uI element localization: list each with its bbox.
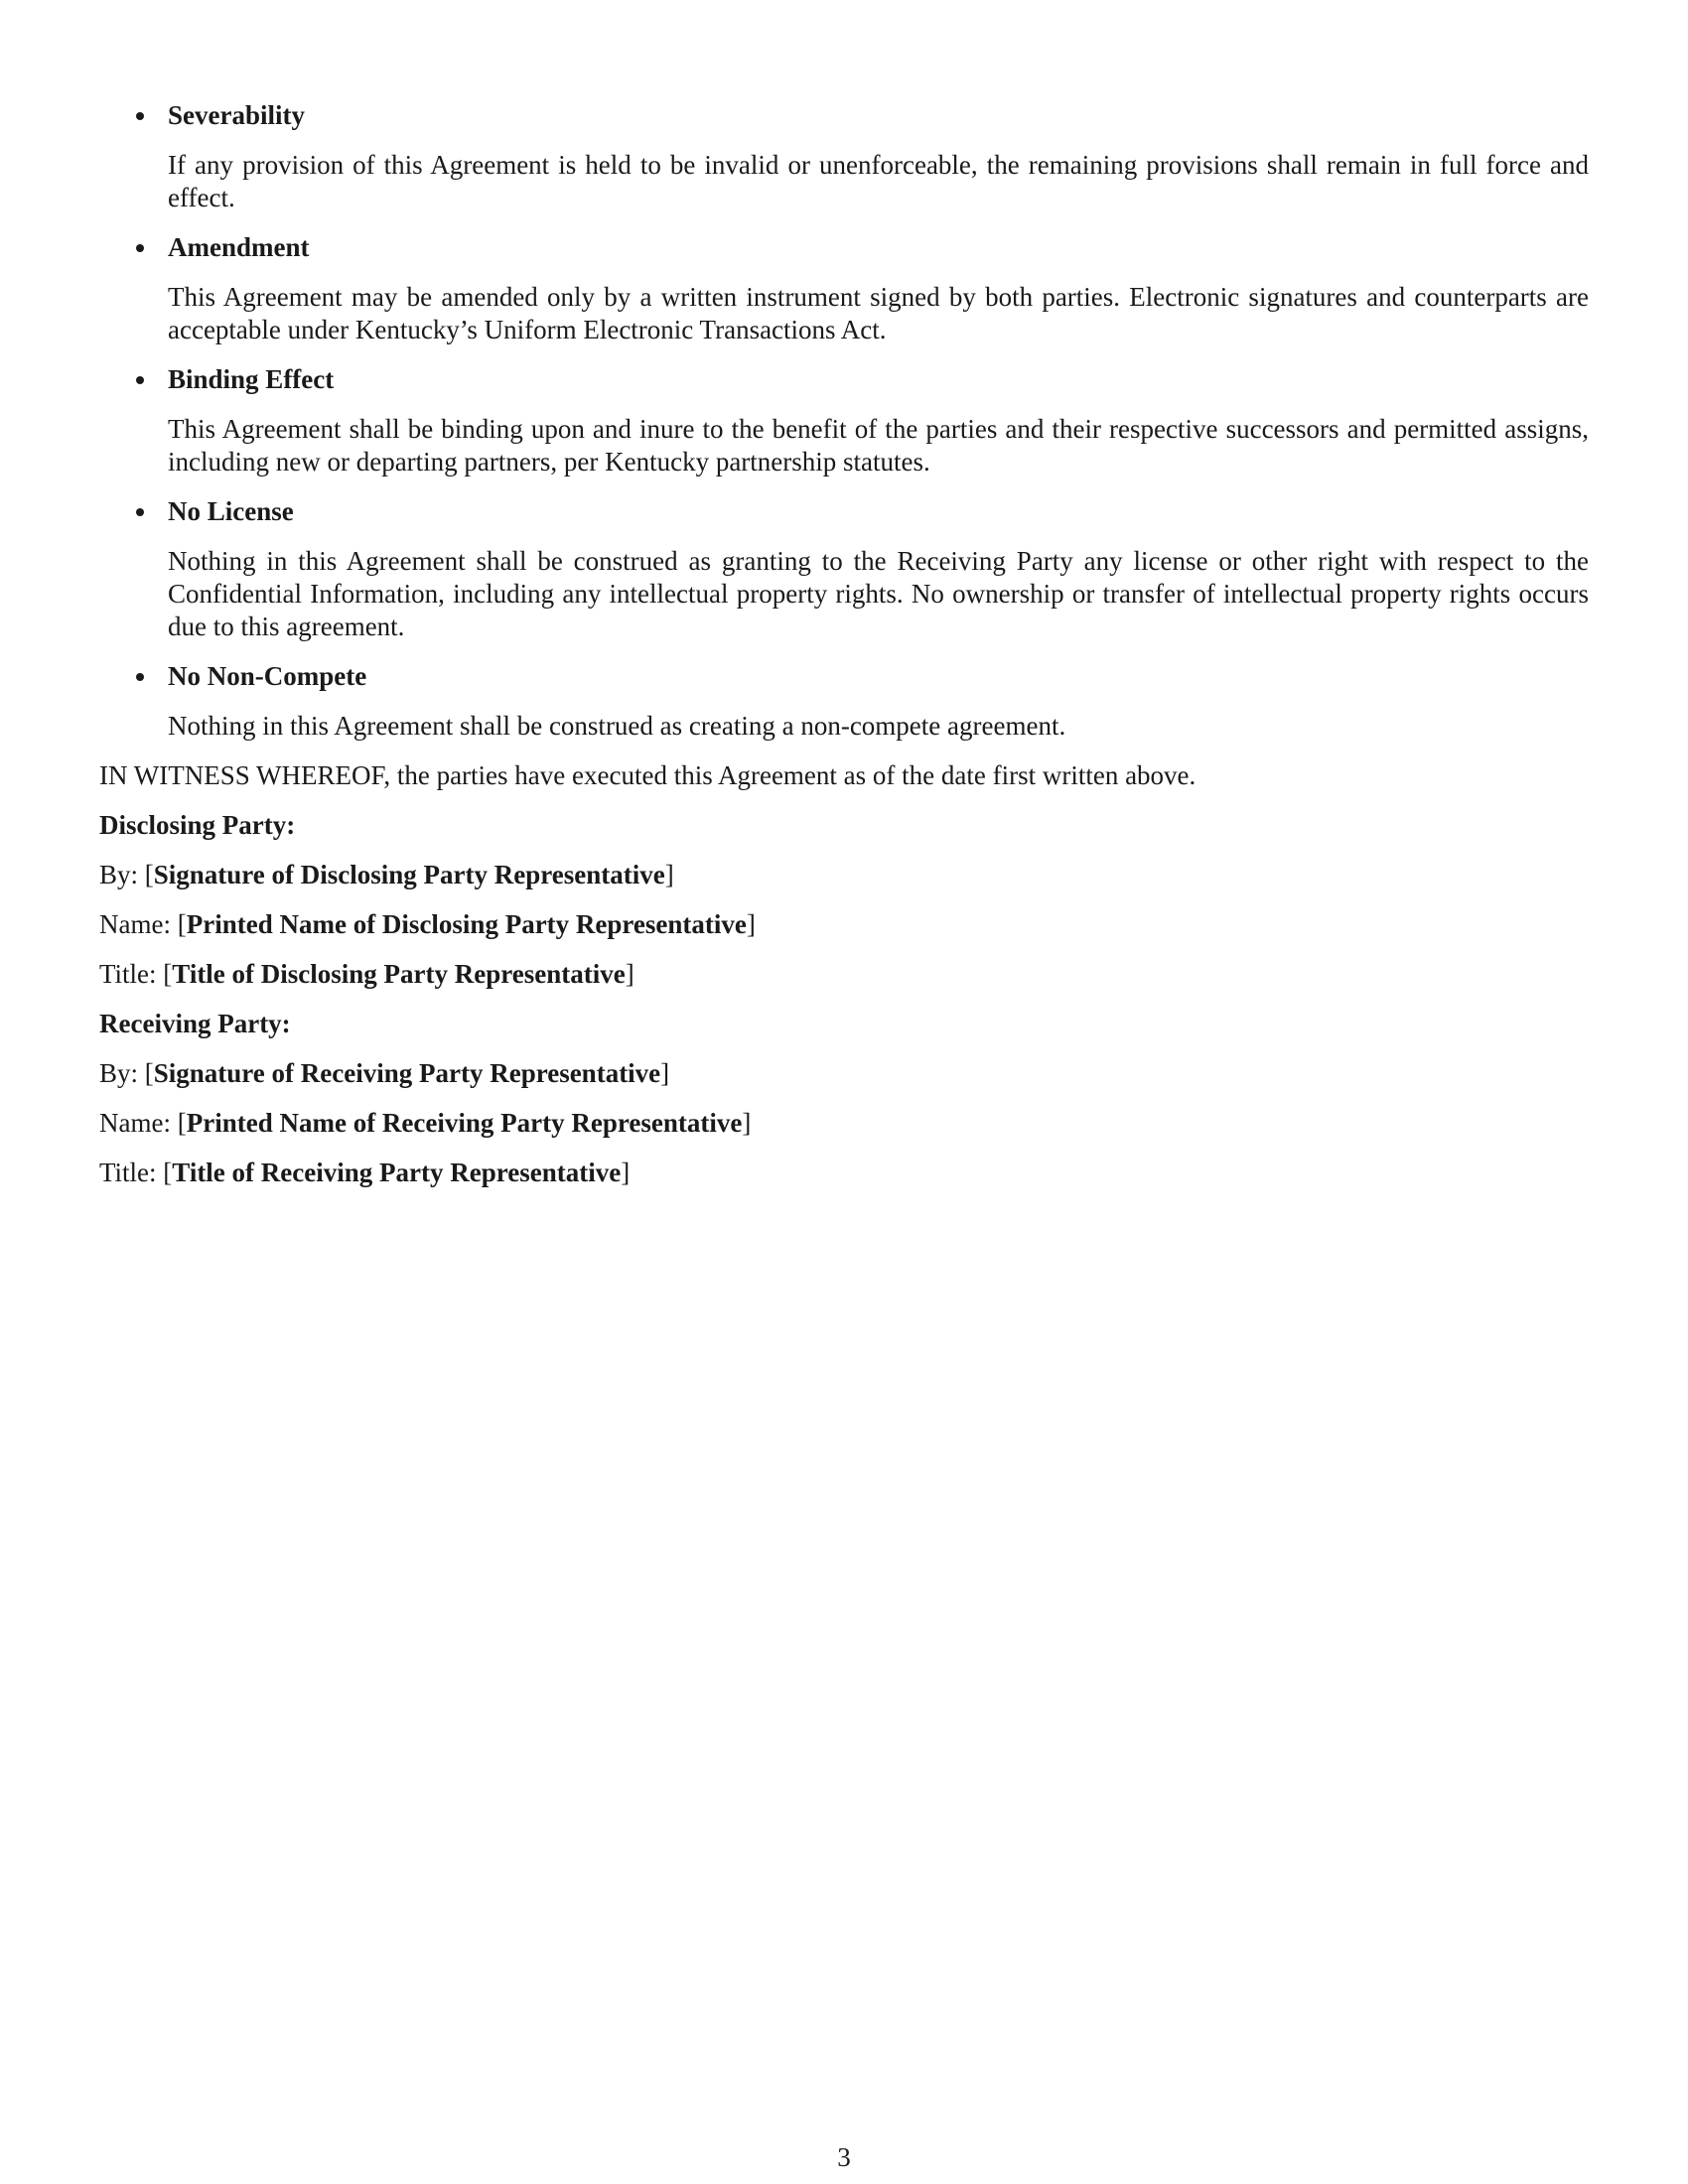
bullet-icon	[136, 244, 144, 252]
clause-title: No License	[168, 496, 294, 526]
clause-title: No Non-Compete	[168, 661, 367, 691]
signature-placeholder: Signature of Receiving Party Representative	[153, 1058, 661, 1088]
name-placeholder: Printed Name of Disclosing Party Representative	[186, 909, 747, 939]
bullet-icon	[136, 112, 144, 120]
bullet-icon	[136, 673, 144, 681]
disclosing-party-block	[99, 809, 1589, 991]
field-label: Title:	[99, 959, 157, 989]
field-label: Name:	[99, 1108, 171, 1138]
field-label: Name:	[99, 909, 171, 939]
witness-statement: IN WITNESS WHEREOF, the parties have executed this Agreement as of the date first written above.	[99, 760, 1196, 790]
field-label: By:	[99, 860, 139, 889]
signature-placeholder: Signature of Disclosing Party Representative	[153, 860, 665, 889]
name-placeholder: Printed Name of Receiving Party Representative	[186, 1108, 743, 1138]
clause-no-license	[99, 495, 1589, 643]
bullet-icon	[136, 376, 144, 384]
clause-body: Nothing in this Agreement shall be construed as creating a non-compete agreement.	[168, 711, 1066, 741]
name-line: Name: [Printed Name of Receiving Party Representative]	[99, 1108, 752, 1138]
signature-line: By: [Signature of Disclosing Party Representative]	[99, 860, 674, 889]
party-heading: Receiving Party:	[99, 1009, 291, 1038]
page-number: 3	[837, 2142, 851, 2172]
clause-title: Severability	[168, 100, 305, 130]
clause-body: This Agreement may be amended only by a written instrument signed by both parties. Electronic signatures and counterparts are acceptable under Kentucky’s Uniform Electronic Transactions Act.	[168, 282, 1589, 344]
clause-list	[99, 99, 1589, 743]
name-line: Name: [Printed Name of Disclosing Party Representative]	[99, 909, 756, 939]
clause-body: Nothing in this Agreement shall be construed as granting to the Receiving Party any license or other right with respect to the Confidential Information, including any intellectual property rights. No ownership or transfer of intellectual property rights occurs due to this agreement.	[168, 546, 1589, 641]
title-placeholder: Title of Receiving Party Representative	[172, 1158, 622, 1187]
receiving-party-block	[99, 1008, 1589, 1189]
clause-body: If any provision of this Agreement is held to be invalid or unenforceable, the remaining provisions shall remain in full force and effect.	[168, 150, 1589, 212]
clause-body: This Agreement shall be binding upon and inure to the benefit of the parties and their respective successors and permitted assigns, including new or departing partners, per Kentucky partnership statutes.	[168, 414, 1589, 477]
party-heading: Disclosing Party:	[99, 810, 296, 840]
field-label: By:	[99, 1058, 139, 1088]
clause-no-non-compete	[99, 660, 1589, 743]
clause-title: Binding Effect	[168, 364, 335, 394]
clause-amendment	[99, 231, 1589, 346]
clause-binding-effect	[99, 363, 1589, 478]
bullet-icon	[136, 508, 144, 516]
title-placeholder: Title of Disclosing Party Representative	[172, 959, 626, 989]
signature-line: By: [Signature of Receiving Party Representative]	[99, 1058, 670, 1088]
field-label: Title:	[99, 1158, 157, 1187]
title-line: Title: [Title of Disclosing Party Representative]	[99, 959, 634, 989]
document-page	[99, 99, 1589, 1206]
clause-title: Amendment	[168, 232, 310, 262]
title-line: Title: [Title of Receiving Party Representative]	[99, 1158, 631, 1187]
clause-severability	[99, 99, 1589, 214]
